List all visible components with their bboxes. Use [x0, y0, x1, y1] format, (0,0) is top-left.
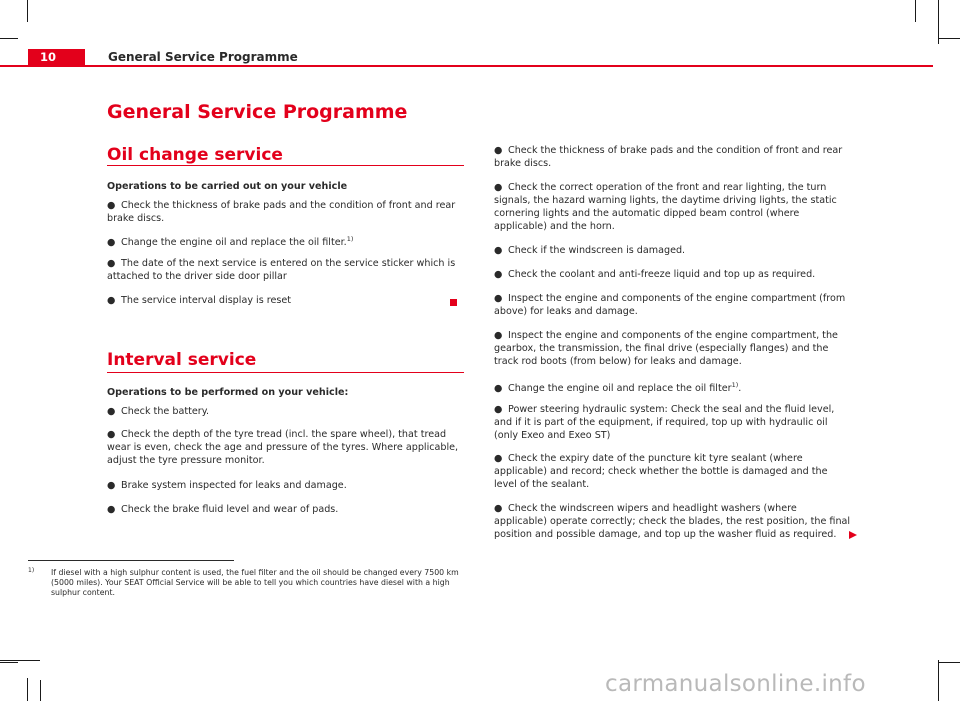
list-item: ● Change the engine oil and replace the oil filter$^{1)}$. [494, 381, 742, 395]
continue-arrow-icon [849, 531, 857, 539]
list-item: ● Power steering hydraulic system: Check the seal and the fluid level, and if it is part of the equipment, if required, top up with hydraulic oil (only Exeo and Exeo ST) [494, 404, 835, 441]
page-number-tab [28, 49, 85, 67]
bullet: ● [494, 404, 503, 415]
crop-mark [40, 680, 41, 701]
crop-mark [0, 660, 40, 661]
bullet: ● [107, 295, 116, 306]
crop-mark [938, 38, 960, 39]
footnote-text: If diesel with a high sulphur content is used, the fuel filter and the oil should be changed every 7500 km (5000 miles). Your SEAT Official Service will be able to tell you which countries have diesel with a high sulphur content. [51, 568, 459, 597]
bullet: ● [494, 453, 503, 464]
list-item: ● Check the depth of the tyre tread (incl. the spare wheel), that tread wear is even, check the age and pressure of the tyres. Where applicable, adjust the tyre pressure monitor. [107, 429, 459, 466]
list-item: ● Check the brake fluid level and wear of pads. [107, 504, 339, 515]
bullet: ● [494, 330, 503, 341]
bullet: ● [494, 145, 503, 156]
bullet: ● [494, 383, 503, 395]
footnote-rule [28, 560, 234, 561]
crop-mark [0, 662, 18, 663]
crop-mark [915, 0, 916, 22]
list-item: ● Inspect the engine and components of the engine compartment, the gearbox, the transmission, the final drive (especially flanges) and the track rod boots (from below) for leaks and damage. [494, 330, 838, 367]
list-item: ● Check the expiry date of the puncture kit tyre sealant (where applicable) and record; check whether the bottle is damaged and the level of the sealant. [494, 453, 828, 490]
header-rule [0, 65, 933, 67]
section-end-icon [450, 299, 457, 306]
interval-rule [107, 372, 464, 373]
bullet: ● [494, 245, 503, 256]
crop-mark [27, 0, 28, 22]
list-item: ● Brake system inspected for leaks and damage. [107, 480, 347, 491]
footnote-ref: 1) [346, 235, 354, 243]
bullet: ● [107, 504, 116, 515]
interval-subheading: Operations to be performed on your vehicle: [107, 387, 349, 398]
list-item: ● The service interval display is reset [107, 295, 292, 306]
list-item: ● Check the battery. [107, 406, 210, 417]
crop-mark [27, 678, 28, 701]
crop-mark [0, 38, 18, 39]
bullet: ● [494, 503, 503, 514]
bullet: ● [494, 182, 503, 193]
list-item: ● Change the engine oil and replace the oil filter.$^{1)}$ [107, 235, 354, 249]
footnote-mark: 1) [28, 567, 35, 574]
crop-mark [938, 660, 939, 701]
list-item: ● Check the windscreen wipers and headlight washers (where applicable) operate correctly; check the blades, the rest position, the final position and possible damage, and top up the washer fluid as required. [494, 503, 851, 540]
page-title: General Service Programme [107, 101, 408, 123]
list-item: ● Inspect the engine and components of the engine compartment (from above) for leaks and damage. [494, 293, 846, 317]
bullet: ● [107, 480, 116, 491]
list-item: ● Check the correct operation of the front and rear lighting, the turn signals, the hazard warning lights, the daytime driving lights, the static cornering lights and the automatic dipped beam control (where applicable) and the horn. [494, 182, 837, 232]
oil-change-heading: Oil change service [107, 145, 283, 165]
footnote-ref: 1) [731, 381, 739, 389]
bullet: ● [107, 258, 116, 269]
oil-change-subheading: Operations to be carried out on your vehicle [107, 181, 348, 192]
bullet: ● [107, 200, 116, 211]
page-number: 10 [40, 50, 57, 64]
bullet: ● [494, 293, 503, 304]
bullet: ● [494, 269, 503, 280]
list-item: ● The date of the next service is entered on the service sticker which is attached to the driver side door pillar [107, 258, 456, 282]
running-title: General Service Programme [108, 50, 298, 64]
list-item: ● Check the coolant and anti-freeze liquid and top up as required. [494, 269, 816, 280]
list-item: ● Check if the windscreen is damaged. [494, 245, 686, 256]
watermark: carmanualsonline.info [605, 671, 866, 697]
interval-heading: Interval service [107, 350, 257, 370]
bullet: ● [107, 406, 116, 417]
crop-mark [938, 662, 960, 663]
list-item: ● Check the thickness of brake pads and the condition of front and rear brake discs. [494, 145, 843, 169]
list-item: ● Check the thickness of brake pads and the condition of front and rear brake discs. [107, 200, 456, 224]
bullet: ● [107, 429, 116, 440]
oil-change-rule [107, 165, 464, 166]
bullet: ● [107, 237, 116, 249]
